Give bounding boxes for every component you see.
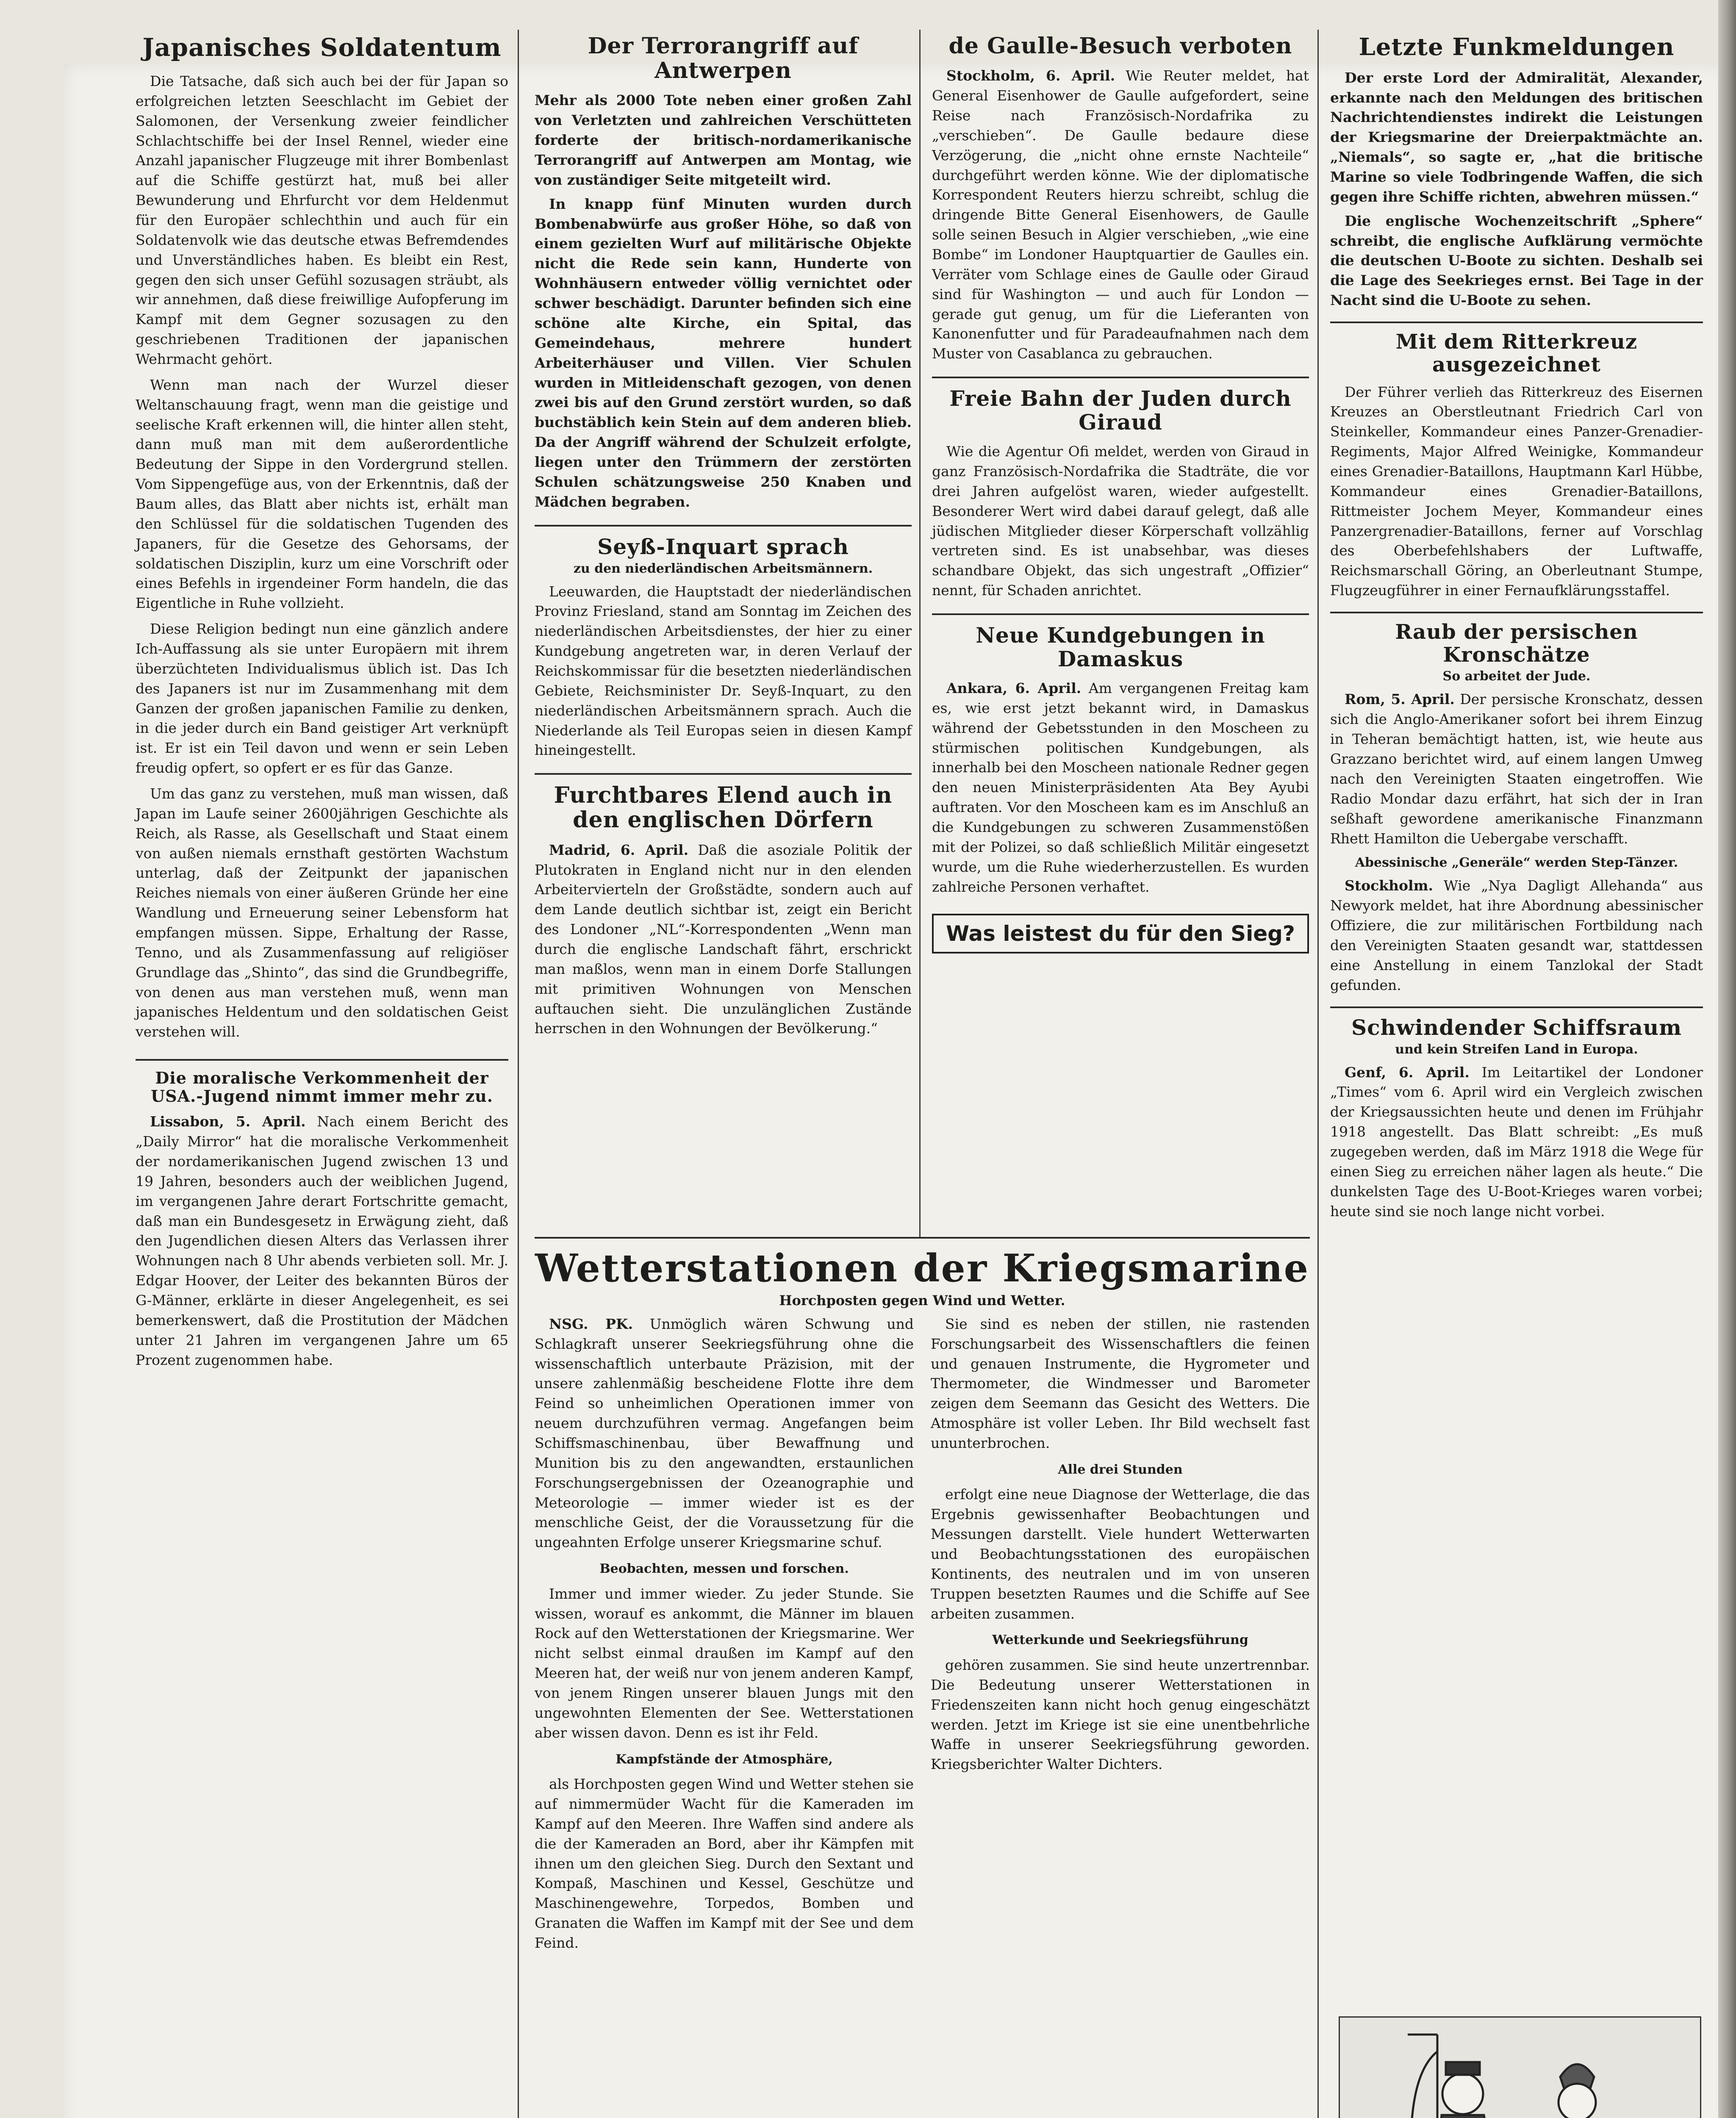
article-title: de Gaulle-Besuch verboten — [948, 33, 1292, 59]
article-body: Madrid, 6. April. Daß die asoziale Politik der Plutokraten in England nicht nur in den elenden Arbeitervierteln der Großstädte, sondern auch auf dem Lande deutlich sichtbar ist, zeigt ein Bericht des Londoner „NL“-Korrespondenten „Wenn man durch die englische Landschaft fährt, erschrickt man maßlos, wenn man in einem Dorfe Stallungen mit primitiven Wohnungen von Menschen auftauchen sieht. Die unzulänglichen Zustände herrschen in den Wohnungen der Bevölkerung.“ — [535, 841, 912, 1037]
article-title: Furchtbares Elend auch in den englischen Dörfern — [554, 782, 893, 833]
article-body: Die Tatsache, daß sich auch bei der für Japan so erfolgreichen letzten Seeschlacht im Gebiet der Salomonen, der Versenkung zweier feindlicher Schlachtschiffe bei der Insel Rennel, wieder eine Anzahl japanischer Flugzeuge mit ihrer Bombenlast auf die Schiffe gestürzt hat, muß bei aller Bewunderung und Ehrfurcht vor dem Heldenmut für den Europäer schlechthin und auch für ein Soldatenvolk wie das deutsche etwas Befremdendes und Unverständliches haben. Es bleibt ein Rest, gegen den sich unser Gefühl sozusagen sträubt, als wir annehmen, daß diese freiwillige Aufopferung im Kampf mit dem Gegner sozusagen zu den geschriebenen Traditionen der japanischen Wehrmacht gehört. Wenn man nach der Wurzel dieser Weltanschauung fragt, wenn man die geistige und seelische Kraft erkennen will, die hinter allen steht, dann muß man mit dem außerordentliche Bedeutung der Sippe in den Vordergrund stellen. Vom Sippengefüge aus, von der Erkenntnis, daß der Baum alles, das Blatt aber nichts ist, erhält man den Schlüssel für die soldatischen Tugenden des Japaners, für die Gesetze des Gehorsams, der soldatischen Disziplin, kurz um eine Vorschrift oder eines Befehls in irgendeiner Form handeln, die das Eigentliche in Ruhe vollzieht. Diese Religion bedingt nun eine gänzlich andere Ich-Auffassung als sie unter Europäern mit ihrem überzüchteten Individualismus üblich ist. Das Ich des Japaners ist nur im Zusammenhang mit dem Ganzen der großen japanischen Familie zu denken, in die jeder durch ein Band geistiger Art verknüpft ist. Er ist ein Teil davon und wenn er sein Leben freudig opfert, so opfert er es für das Ganze. Um das ganz zu verstehen, muß man wissen, daß Japan im Laufe seiner 2600jährigen Geschichte als Reich, als Rasse, als Gesellschaft und Staat einem von außen niemals ernsthaft gestörten Wachstum unterlag, daß der Zeitpunkt der japanischen Reiches niemals von einer äußeren Gründe her eine Wandlung und Erneuerung seiner Lebensform hat empfangen müssen. Sippe, Erhaltung der Rasse, Tenno, und als Zusammenfassung auf religiöser Grundlage das „Shinto“, das sind die Grundbegriffe, von denen aus man verstehen muß, wenn man japanisches Heldentum und den soldatischen Geist verstehen will. — [136, 72, 508, 1040]
article-subtitle: zu den niederländischen Arbeitsmännern. — [573, 561, 873, 576]
article-body: Lissabon, 5. April. Nach einem Bericht des „Daily Mirror“ hat die moralische Verkommenheit der nordamerikanischen Jugend zwischen 13 und 19 Jahren, besonders auch der weiblichen Jugend, im vergangenen Jahre derart Fortschritte gemacht, daß man ein Bundesgesetz in Erwägung zieht, daß den Jugendlichen diesen Alters das Verlassen ihrer Wohnungen nach 8 Uhr abends verbieten soll. Mr. J. Edgar Hoover, der Leiter des bekannten Büros der G-Männer, erklärte in dieser Angelegenheit, es sei bemerkenswert, daß die Prostitution der Mädchen unter 21 Jahren im vergangenen Jahre um 65 Prozent zugenommen habe. — [136, 1113, 508, 1368]
article-title: Schwindender Schiffsraum — [1351, 1015, 1682, 1040]
article-subtitle: Horchposten gegen Wind und Wetter. — [779, 1292, 1065, 1309]
section-divider — [535, 525, 912, 527]
article-body: Der Führer verlieh das Ritterkreuz des Eisernen Kreuzes an Oberstleutnant Friedrich Carl von Steinkeller, Kommandeur eines Panzer-Grenadier-Regiments, Major Alfred Weinigke, Kommandeur eines Grenadier-Bataillons, Hauptmann Karl Hübbe, Kommandeur eines Grenadier-Bataillons, Rittmeister Jochem Meyer, Kommandeur eines Panzergrenadier-Bataillons, ferner auf Vorschlag des Oberbefehlshabers der Luftwaffe, Reichsmarschall Göring, an Oberleutnant Stumpe, Flugzeugführer in einer Fernaufklärungsstaffel. — [1330, 383, 1703, 599]
page-edge — [1718, 0, 1736, 2118]
column-rule — [1317, 30, 1319, 2118]
article-subtitle: Abessinische „Generäle“ werden Step-Tänzer. — [1355, 855, 1678, 870]
article-body: Stockholm, 6. April. Wie Reuter meldet, hat General Eisenhower de Gaulle aufgefordert, seine Reise nach Französisch-Nordafrika zu „verschieben“. De Gaulle bedaure diese Verzögerung, die „nicht ohne ernste Nachteile“ durchgeführt werden könne. Wie der diplomatische Korrespondent Reuters hierzu schreibt, schlug die dringende Bitte General Eisenhowers, de Gaulle solle seinen Besuch in Algier verschieben, „wie eine Bombe“ im Londoner Hauptquartier de Gaulles ein. Verräter vom Schlage eines de Gaulle oder Giraud sind für Washington — und auch für London — gerade gut genug, um für die Lieferanten von Kanonenfutter und für Paradeaufnahmen nach dem Muster von Casablanca zu gebrauchen. — [932, 67, 1309, 362]
article-body: Wie die Agentur Ofi meldet, werden von Giraud in ganz Französisch-Nordafrika die Stadträte, die vor drei Jahren aufgelöst waren, wieder aufgestellt. Besonderer Wert wird dabei darauf gelegt, daß alle jüdischen Mitglieder dieser Körperschaft vollzählig vertreten sind. Es ist unabsehbar, was dieses schandbare Objekt, das sich ungestraft „Offizier“ nennt, für Schaden anrichtet. — [932, 443, 1309, 599]
wetter-columns — [535, 1314, 1310, 1953]
article-title: Letzte Funkmeldungen — [1359, 33, 1675, 61]
column-1 — [136, 34, 508, 1370]
wetter-article — [535, 1237, 1310, 1953]
section-heading: Kampfstände der Atmosphäre, — [616, 1752, 833, 1767]
section-divider — [535, 773, 912, 775]
section-divider — [535, 1237, 1310, 1239]
cartoon-illustration — [1339, 2016, 1701, 2118]
article-body: Der erste Lord der Admiralität, Alexander, erkannte nach den Meldungen des britischen Nachrichtendienstes indirekt die Leistungen der Kriegsmarine der Dreierpaktmächte an. „Niemals“, so sagte er, „hat die britische Marine so viele Todbringende Waffen, die sich gegen ihre Schiffe richten, abwehren müssen.“ Die englische Wochenzeitschrift „Sphere“ schreibt, die englische Aufklärung vermöchte die deutschen U-Boote zu sichten. Deshalb sei die Lage des Seekrieges ernst. Bei Tage in der Nacht sind die U-Boote zu sehen. — [1330, 69, 1703, 309]
article-body: NSG. PK. Unmöglich wären Schwung und Schlagkraft unserer Seekriegsführung ohne die wissenschaftlich unterbaute Präzision, mit der unsere zahlenmäßig bescheidene Flotte ihre dem Feind so unheimlichen Operationen immer von neuem durchzuführen vermag. Angefangen beim Schiffsmaschinenbau, über Bewaffnung und Munition bis zu den angewandten, erstaunlichen Forschungsergebnissen der Ozeanographie und Meteorologie — immer wieder ist es der menschliche Geist, der die Voraussetzung für die ungeahnten Erfolge unserer Kriegsmarine schuf. Beobachten, messen und forschen. Immer und immer wieder. Zu jeder Stunde. Sie wissen, worauf es ankommt, die Männer im blauen Rock auf den Wetterstationen der Kriegsmarine. Wer nicht selbst einmal draußen im Kampf auf den Meeren hat, der weiß nur von jenem anderen Kampf, von jenem Ringen unserer blauen Jungs mit den ungewohnten Elementen der See. Wetterstationen aber wissen davon. Denn es ist ihr Feld. Kampfstände der Atmosphäre, als Horchposten gegen Wind und Wetter stehen sie auf nimmermüder Wacht für die Kameraden im Kampf auf den Meeren. Ihre Waffen sind andere als die der Kameraden an Bord, aber ihr Kämpfen mit ihnen um den gleichen Sieg. Durch den Sextant und Kompaß, Maschinen und Kessel, Geschütze und Maschinengewehre, Torpedos, Bomben und Granaten die Waffen im Kampf mit der See und dem Feind. — [535, 1315, 914, 1952]
section-divider — [136, 1059, 508, 1061]
section-heading: Alle drei Stunden — [1058, 1462, 1183, 1477]
article-body: Stockholm. Wie „Nya Dagligt Allehanda“ aus Newyork meldet, hat ihre Abordnung abessinischer Offiziere, die zur militärischen Fortbildung nach den Vereinigten Staaten gesandt war, stattdessen eine Anstellung in einem Tanzlokal der Stadt gefunden. — [1330, 877, 1703, 993]
article-body: Rom, 5. April. Der persische Kronschatz, dessen sich die Anglo-Amerikaner sofort bei ihrem Einzug in Teheran bemächtigt hatten, ist, wie heute aus Grazzano berichtet wird, auf einem langen Umweg nach den Vereinigten Staaten eingetroffen. Wie Radio Mondar dazu erfährt, hat sich der in Iran seßhaft gewordene amerikanische Finanzmann Rhett Hamilton die Uebergabe verschafft. — [1330, 691, 1703, 847]
section-divider — [932, 613, 1309, 615]
article-title: Japanisches Soldatentum — [142, 33, 502, 62]
article-body: Ankara, 6. April. Am vergangenen Freitag kam es, wie erst jetzt bekannt wird, in Damaskus während der Gebetsstunden in den Moscheen zu stürmischen politischen Kundgebungen, als innerhalb bei den Moscheen nationale Redner gegen den neuen Ministerpräsidenten Ata Bey Ayubi auftraten. Vor den Moscheen kam es im Anschluß an die Kundgebungen zu schweren Zusammenstößen mit der Polizei, so daß schließlich Militär eingesetzt wurde, um die Ruhe wiederherzustellen. Es wurden zahlreiche Personen verhaftet. — [932, 680, 1309, 895]
article-title: Wetterstationen der Kriegsmarine — [535, 1246, 1310, 1291]
section-divider — [932, 377, 1309, 378]
article-body: Mehr als 2000 Tote neben einer großen Zahl von Verletzten und zahlreichen Verschütteten forderte der britisch-nordamerikanische Terrorangriff auf Antwerpen am Montag, wie von zuständiger Seite mitgeteilt wird. In knapp fünf Minuten wurden durch Bombenabwürfe aus großer Höhe, so daß von einem gezielten Wurf auf militärische Objekte nicht die Rede sein kann, Hunderte von Wohnhäusern entweder völlig vernichtet oder schwer beschädigt. Darunter befinden sich eine schöne alte Kirche, ein Spital, das Gemeindehaus, mehrere hundert Arbeiterhäuser und Villen. Vier Schulen wurden in Mitleidenschaft gezogen, von denen zwei bis auf den Grund zerstört wurden, so daß buchstäblich kein Stein auf dem anderen blieb. Da der Angriff während der Schulzeit erfolgte, liegen unter den Trümmern der zerstörten Schulen schätzungsweise 250 Knaben und Mädchen begraben. — [535, 92, 912, 510]
article-title: Der Terrorangriff auf Antwerpen — [588, 33, 859, 84]
article-body: Genf, 6. April. Im Leitartikel der Londoner „Times“ vom 6. April wird ein Vergleich zwischen der Kriegsaussichten heute und denen im Frühjahr 1918 angestellt. Das Blatt schreibt: „Es muß zugegeben werden, daß im März 1918 die Wege für einen Sieg zu erreichen näher lagen als heute.“ Die dunkelsten Tage des U-Boot-Krieges waren vorbei; heute sind sie noch lange nicht vorbei. — [1330, 1064, 1703, 1220]
article-title: Mit dem Ritterkreuz ausgezeichnet — [1395, 330, 1638, 377]
column-2 — [535, 34, 912, 1039]
article-title: Raub der persischen Kronschätze — [1395, 620, 1638, 667]
column-rule — [919, 30, 921, 1237]
article-title: Seyß-Inquart sprach — [597, 534, 849, 559]
section-heading: Wetterkunde und Seekriegsführung — [992, 1633, 1248, 1648]
article-title: Die moralische Verkommenheit der USA.-Jugend nimmt immer mehr zu. — [150, 1068, 494, 1106]
section-heading: Beobachten, messen und forschen. — [599, 1561, 849, 1577]
column-rule — [518, 1228, 519, 2118]
article-title: Neue Kundgebungen in Damaskus — [976, 623, 1265, 671]
section-divider — [1330, 612, 1703, 613]
column-3 — [932, 34, 1309, 954]
section-divider — [1330, 1006, 1703, 1008]
article-body: Leeuwarden, die Hauptstadt der niederländischen Provinz Friesland, stand am Sonntag im Zeichen des niederländischen Arbeitsdienstes, der hier zu einer Kundgebung angetreten war, in deren Verlauf der Reichskommissar für die besetzten niederländischen Gebiete, Reichsminister Dr. Seyß-Inquart, zu den niederländischen Arbeitsmännern sprach. Auch die Niederlande als Teil Europas seien in diesen Kampf hineingestellt. — [535, 583, 912, 759]
column-4 — [1330, 34, 1703, 1221]
skeleton-captain-illustration — [1340, 2018, 1700, 2118]
column-rule — [518, 30, 519, 1237]
article-subtitle: So arbeitet der Jude. — [1442, 669, 1591, 684]
section-divider — [1330, 322, 1703, 323]
article-body: Sie sind es neben der stillen, nie rastenden Forschungsarbeit des Wissenschaftlers die feinen und genauen Instrumente, die Hygrometer und Thermometer, die Windmesser und Barometer zeigen dem Seemann das Gesicht des Wetters. Die Atmosphäre ist voller Leben. Ihr Bild wechselt fast ununterbrochen. Alle drei Stunden erfolgt eine neue Diagnose der Wetterlage, die das Ergebnis gewissenhafter Beobachtungen und Messungen darstellt. Viele hundert Wetterwarten und Beobachtungsstationen des europäischen Kontinents, des neutralen und im von unseren Truppen besetzten Raumes und die Schiffe auf See arbeiten zusammen. Wetterkunde und Seekriegsführung gehören zusammen. Sie sind heute unzertrennbar. Die Bedeutung unserer Wetterstationen in Friedenszeiten kann nicht hoch genug eingeschätzt werden. Jetzt im Kriege ist sie eine unentbehrliche Waffe in unserer Seekriegsführung geworden. Kriegsberichter Walter Dichters. — [931, 1315, 1310, 1773]
article-title: Freie Bahn der Juden durch Giraud — [949, 386, 1292, 435]
article-subtitle: und kein Streifen Land in Europa. — [1395, 1042, 1638, 1057]
slogan-box: Was leistest du für den Sieg? — [932, 914, 1309, 954]
